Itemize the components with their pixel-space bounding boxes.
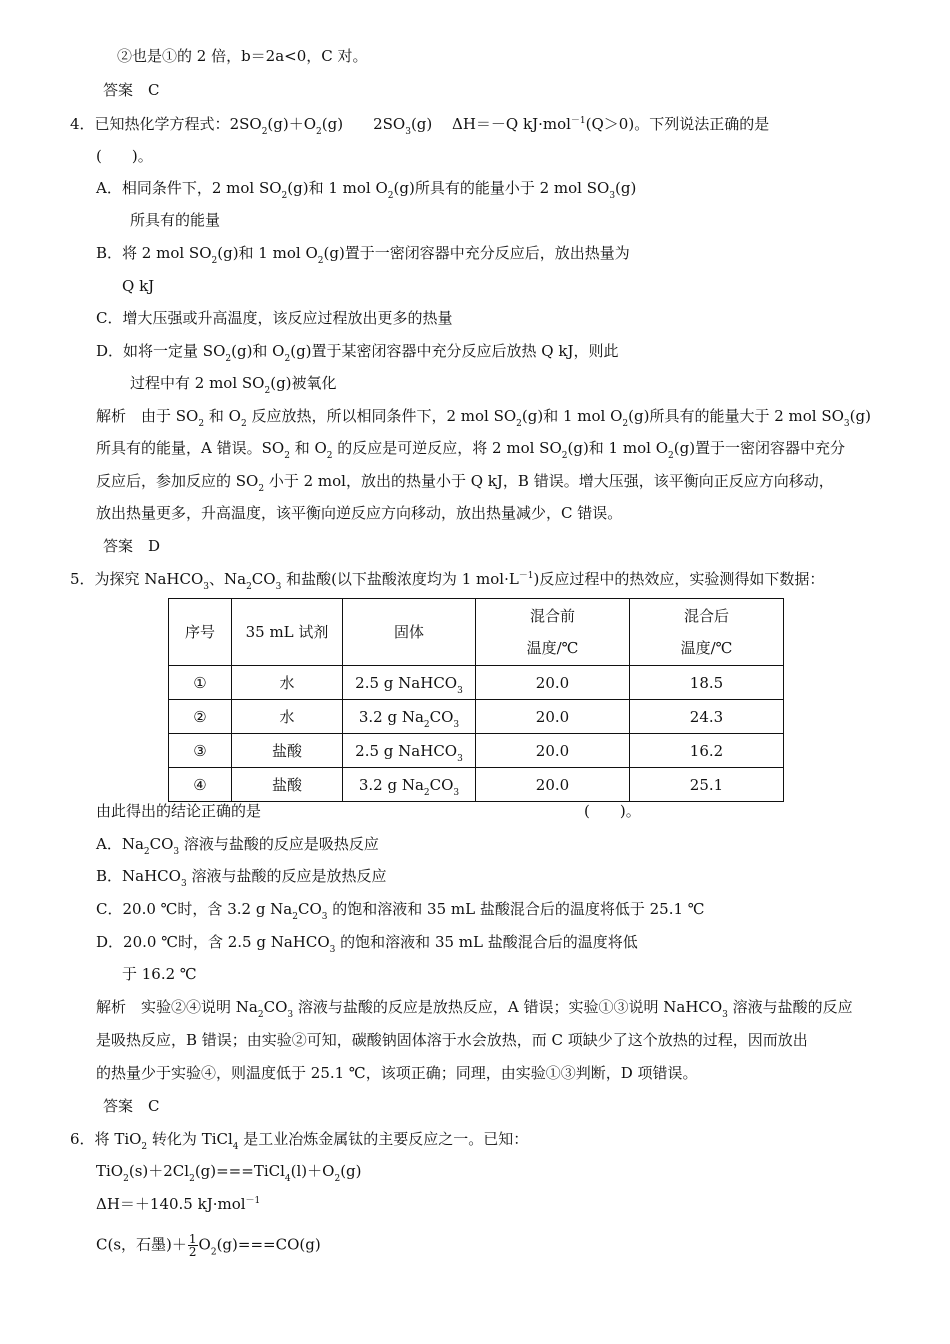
q6-delta-h-1: ΔH＝＋140.5 kJ·mol$^{-1}$ [96, 1195, 261, 1213]
q6-equation-1: $TiO_2(s)+2Cl_2(g)===TiCl_4(l)+O_2(g)$ [96, 1162, 362, 1184]
row-after: 24.3 [630, 700, 784, 734]
one-half-fraction: $\frac{1}{2}$ [188, 1232, 197, 1259]
q5-analysis-line1: 解析 实验②④说明 $Na_2CO_3$ 溶液与盐酸的反应是放热反应，A 错误；实验①③说明 NaHCO$_3$ 溶液与盐酸的反应 [96, 998, 853, 1020]
table-row [169, 666, 784, 700]
q4-analysis-line1: 解析 由于 $SO_2$ 和 $O_2$ 反应放热，所以相同条件下，2 mol $SO_2(g)$和 1 mol $O_2(g)$所具有的能量大于 2 mol $SO_3(g)$ [96, 407, 871, 429]
q4-option-d-cont: 过程中有 2 mol $SO_2(g)$被氧化 [130, 374, 337, 396]
row-id: ② [169, 700, 232, 734]
row-reagent: 盐酸 [232, 734, 343, 768]
row-before: 20.0 [476, 734, 630, 768]
q4-analysis-line2: 所具有的能量，A 错误。$SO_2$ 和 $O_2$ 的反应是可逆反应，将 2 mol $SO_2(g)$和 1 mol $O_2(g)$置于一密闭容器中充分 [96, 439, 846, 461]
row-solid: 3.2 g $Na_2CO_3$ [343, 768, 476, 802]
header-before: 混合前 温度/℃ [476, 599, 630, 666]
q5-data-table [168, 598, 784, 802]
q4-option-a: A．相同条件下，2 mol $SO_2(g)$和 1 mol $O_2(g)$所具有的能量小于 2 mol $SO_3(g)$ [96, 179, 637, 201]
row-reagent: 水 [232, 666, 343, 700]
row-after: 16.2 [630, 734, 784, 768]
header-solid: 固体 [343, 599, 476, 666]
header-reagent: 35 mL 试剂 [232, 599, 343, 666]
row-before: 20.0 [476, 666, 630, 700]
q6-stem: 6．将 TiO$_2$ 转化为 TiCl$_4$ 是工业冶炼金属钛的主要反应之一。已知： [70, 1130, 529, 1152]
q5-analysis-line2: 是吸热反应，B 错误；由实验②可知，碳酸钠固体溶于水会放热，而 C 项缺少了这个放热的过程，因而放出 [96, 1031, 808, 1049]
row-reagent: 水 [232, 700, 343, 734]
table-row [169, 768, 784, 802]
prev-answer: 答案 C [103, 81, 160, 99]
q5-stem: 5．为探究 NaHCO$_3$、$Na_2CO_3$ 和盐酸(以下盐酸浓度均为 1 $mol\cdot L^{-1}$)反应过程中的热效应，实验测得如下数据： [70, 570, 825, 592]
row-id: ③ [169, 734, 232, 768]
prev-explanation-tail: ②也是①的 2 倍，b＝2a<0，C 对。 [117, 47, 368, 65]
q4-analysis-line4: 放出热量更多，升高温度，该平衡向逆反应方向移动，放出热量减少，C 错误。 [96, 504, 623, 522]
row-before: 20.0 [476, 700, 630, 734]
row-solid: 3.2 g $Na_2CO_3$ [343, 700, 476, 734]
row-reagent: 盐酸 [232, 768, 343, 802]
q5-option-c: C．20.0 ℃时，含 3.2 g $Na_2CO_3$ 的饱和溶液和 35 mL 盐酸混合后的温度将低于 25.1 ℃ [96, 900, 705, 922]
q5-blank: ( )。 [584, 802, 641, 820]
table-row [169, 700, 784, 734]
q5-option-d: D．20.0 ℃时，含 2.5 g NaHCO$_3$ 的饱和溶液和 35 mL 盐酸混合后的温度将低 [96, 933, 638, 955]
q4-analysis-line3: 反应后，参加反应的 $SO_2$ 小于 2 mol，放出的热量小于 Q kJ，B 错误。增大压强，该平衡向正反应方向移动， [96, 472, 834, 494]
row-id: ① [169, 666, 232, 700]
q5-option-b: B．NaHCO$_3$ 溶液与盐酸的反应是放热反应 [96, 867, 387, 889]
q4-option-b-cont: Q kJ [122, 277, 155, 295]
q5-answer: 答案 C [103, 1097, 160, 1115]
q4-option-d: D．如将一定量 $SO_2(g)$和 $O_2(g)$置于某密闭容器中充分反应后放热 Q kJ，则此 [96, 342, 619, 364]
q5-option-d-cont: 于 16.2 ℃ [122, 965, 197, 983]
row-before: 20.0 [476, 768, 630, 802]
q4-option-b: B．将 2 mol $SO_2(g)$和 1 mol $O_2(g)$置于一密闭容器中充分反应后，放出热量为 [96, 244, 630, 266]
q5-conclusion: 由此得出的结论正确的是 [96, 802, 262, 820]
header-id: 序号 [169, 599, 232, 666]
q4-answer: 答案 D [103, 537, 161, 555]
q4-option-a-cont: 所具有的能量 [130, 211, 221, 229]
q4-stem: 4．已知热化学方程式：$2SO_2(g)+O_2(g)$ $2SO_3(g)$ ΔH＝－Q kJ·mol$^{-1}$(Q＞0)。下列说法正确的是 [70, 115, 770, 137]
row-solid: 2.5 g NaHCO$_3$ [343, 734, 476, 768]
row-after: 18.5 [630, 666, 784, 700]
row-solid: 2.5 g NaHCO$_3$ [343, 666, 476, 700]
q5-option-a: A．$Na_2CO_3$ 溶液与盐酸的反应是吸热反应 [96, 835, 379, 857]
q5-analysis-line3: 的热量少于实验④，则温度低于 25.1 ℃，该项正确；同理，由实验①③判断，D 项错误。 [96, 1064, 698, 1082]
row-after: 25.1 [630, 768, 784, 802]
table-row [169, 734, 784, 768]
q6-equation-2: C(s，石墨)＋ $\frac{1}{2}$ $O_2(g)===CO(g)$ [96, 1232, 321, 1259]
q4-option-c: C．增大压强或升高温度，该反应过程放出更多的热量 [96, 309, 453, 327]
row-id: ④ [169, 768, 232, 802]
header-after: 混合后 温度/℃ [630, 599, 784, 666]
q4-blank: ( )。 [96, 147, 153, 165]
